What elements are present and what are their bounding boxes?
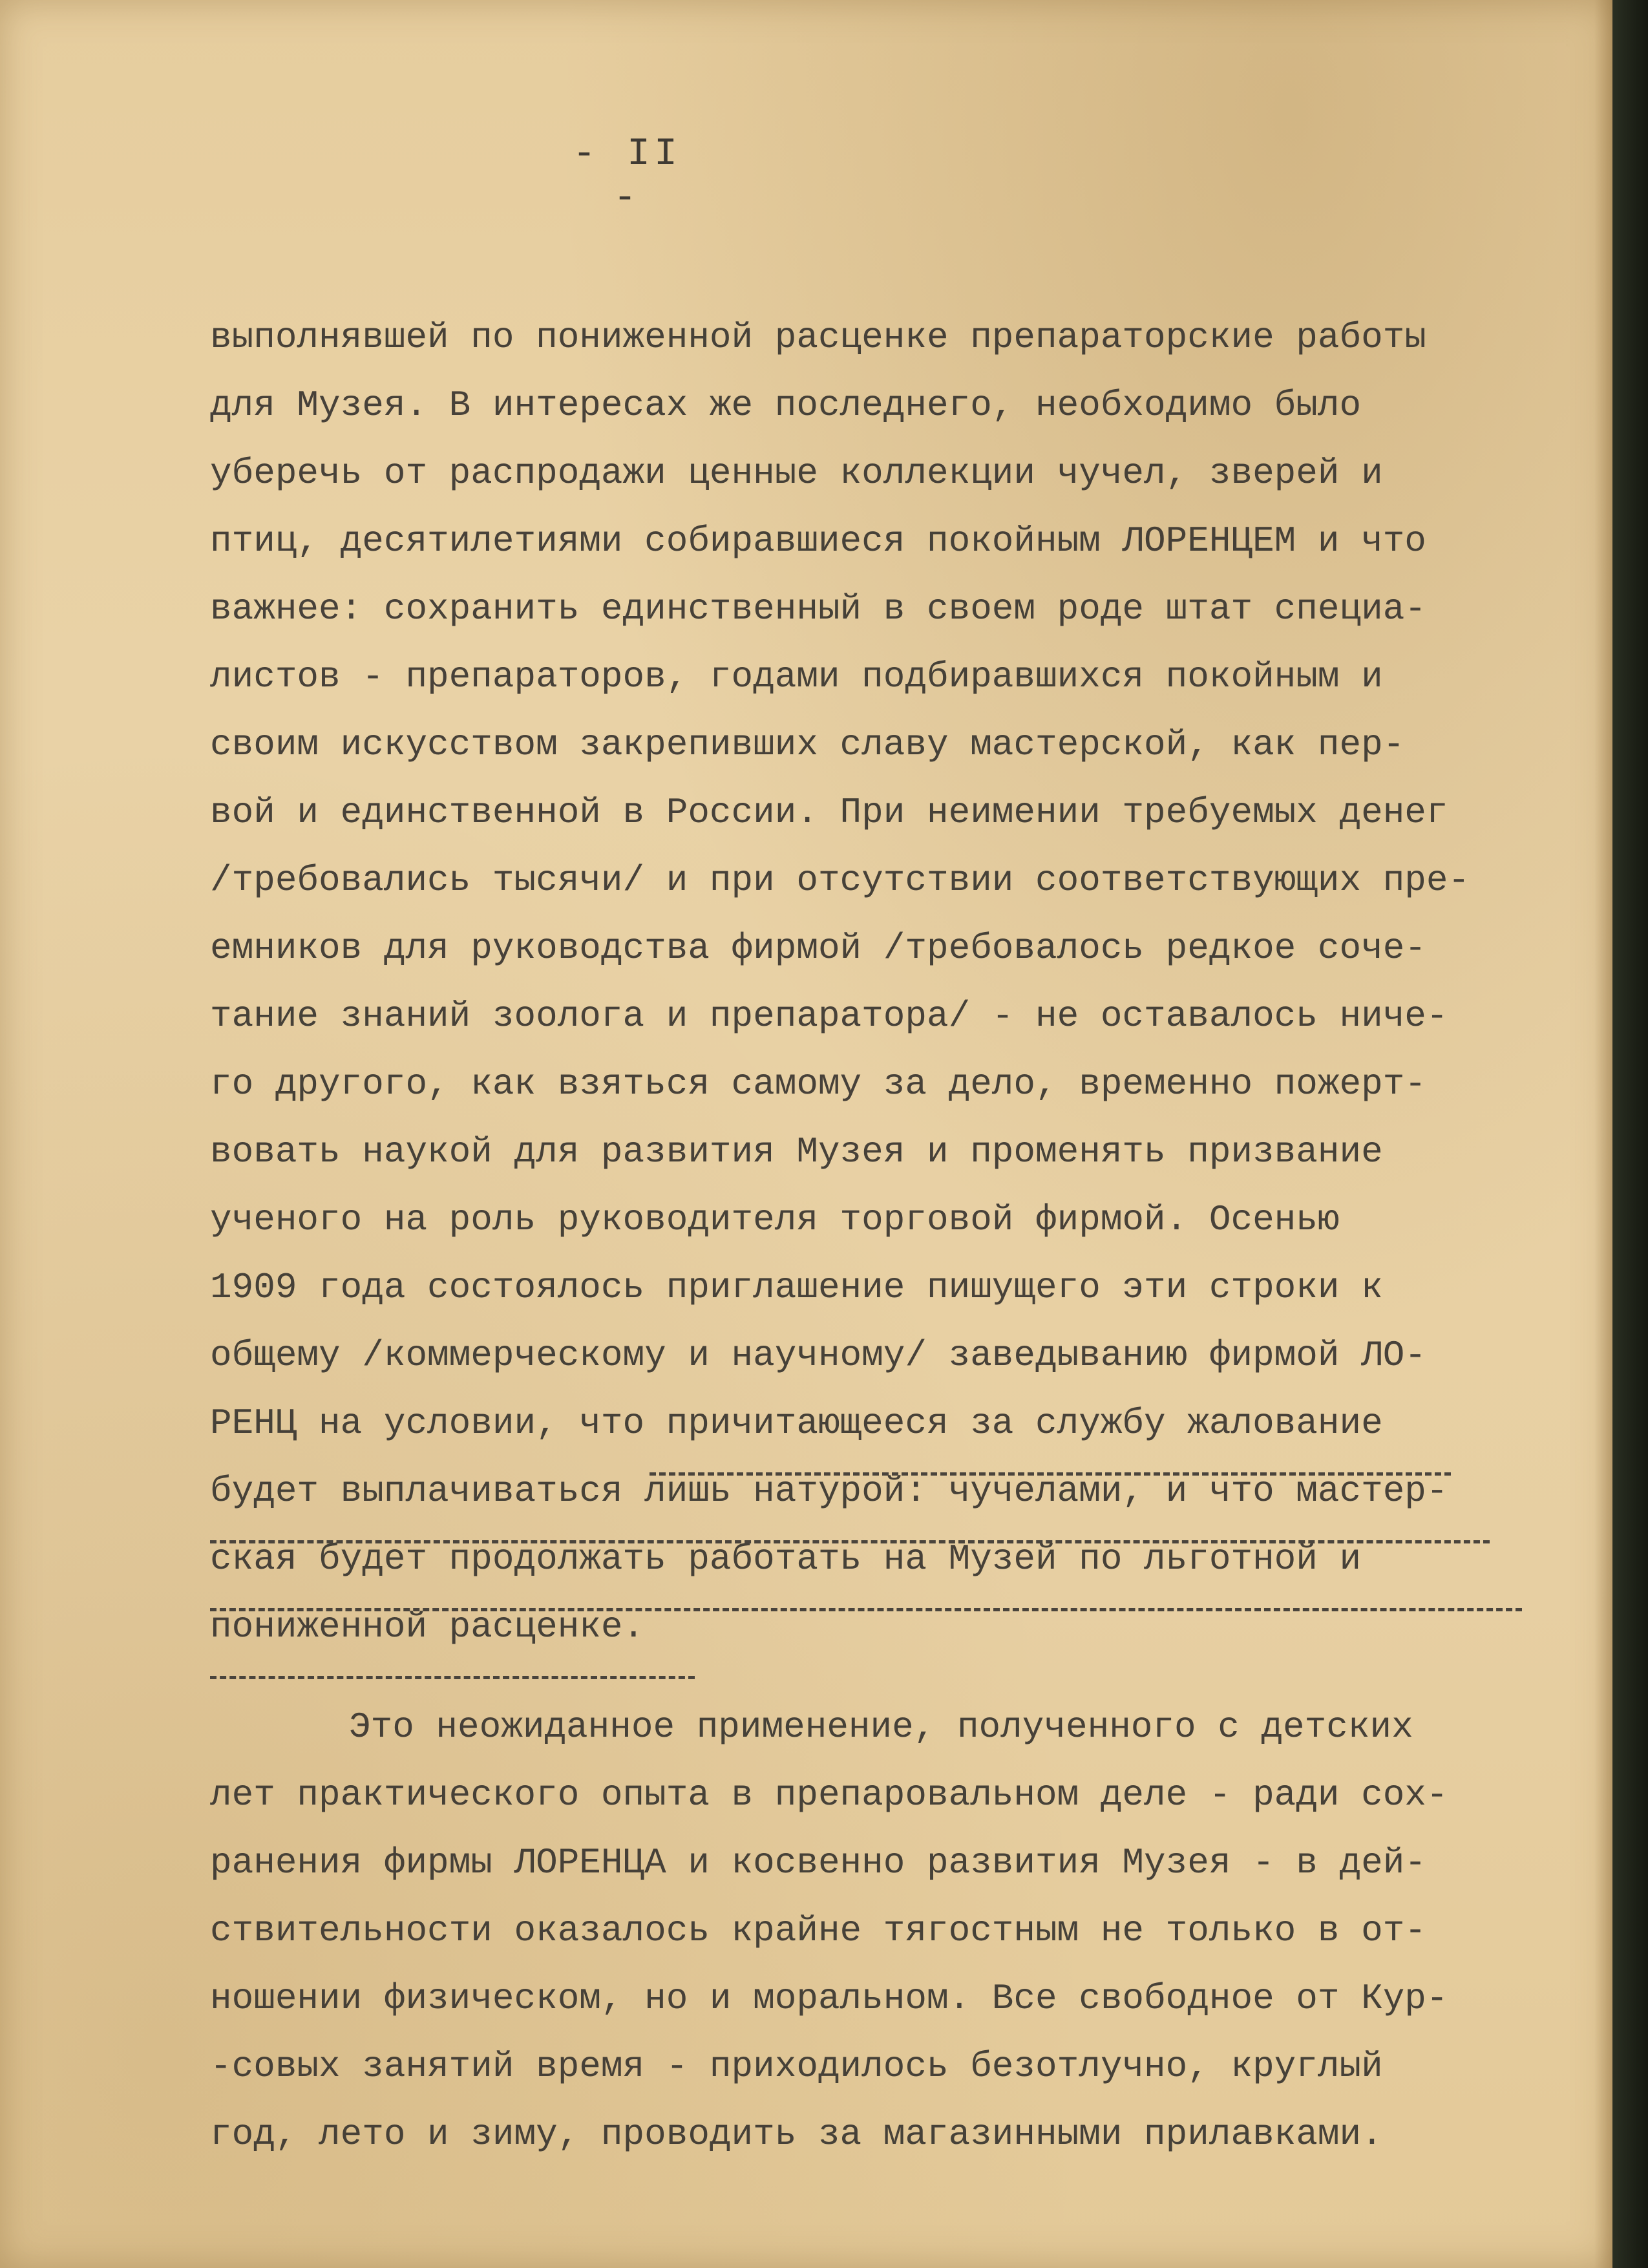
underline-mark <box>210 1608 1522 1611</box>
text-line: своим искусством закрепивших славу мастерской, как пер- <box>210 724 1405 765</box>
paragraph-2 <box>210 1693 1535 2168</box>
background-edge <box>1609 0 1648 2268</box>
text-line: год, лето и зиму, проводить за магазинными прилавками. <box>210 2114 1383 2155</box>
text-line: -совых занятий время - приходилось безотлучно, круглый <box>210 2046 1383 2087</box>
underline-mark <box>210 1676 695 1679</box>
text-line: выполнявшей по пониженной расценке препараторские работы <box>210 317 1426 358</box>
text-line: /требовались тысячи/ и при отсутствии соответствующих пре- <box>210 860 1470 901</box>
page-number: - II - <box>572 132 682 220</box>
text-line: Это неожиданное применение, полученного с детских <box>349 1706 1413 1748</box>
paragraph-1 <box>210 304 1535 1661</box>
text-line: важнее: сохранить единственный в своем роде штат специа- <box>210 588 1426 630</box>
text-line: ношении физическом, но и моральном. Все свободное от Кур- <box>210 1978 1448 2019</box>
text-line: ствительности оказалось крайне тягостным не только в от- <box>210 1910 1426 1951</box>
text-line: тание знаний зоолога и препаратора/ - не оставалось ниче- <box>210 995 1448 1037</box>
text-line: листов - препараторов, годами подбиравшихся покойным и <box>210 656 1383 697</box>
text-line: для Музея. В интересах же последнего, необходимо было <box>210 385 1362 426</box>
text-line: ученого на роль руководителя торговой фирмой. Осенью <box>210 1199 1340 1240</box>
text-line: ранения фирмы ЛОРЕНЦА и косвенно развития Музея - в дей- <box>210 1842 1426 1883</box>
text-line: пониженной расценке. <box>210 1606 645 1648</box>
paper-edge-shadow <box>1594 0 1612 2268</box>
text-line: РЕНЦ на условии, что причитающееся за службу жалование <box>210 1403 1383 1444</box>
text-line: вой и единственной в России. При неимении требуемых денег <box>210 792 1448 833</box>
text-line: вовать наукой для развития Музея и променять призвание <box>210 1131 1383 1172</box>
underline-mark <box>650 1472 1451 1476</box>
text-line: го другого, как взяться самому за дело, временно пожерт- <box>210 1063 1426 1105</box>
underline-mark <box>210 1540 1490 1543</box>
text-line: емников для руководства фирмой /требовалось редкое соче- <box>210 927 1426 969</box>
text-line: общему /коммерческому и научному/ заведыванию фирмой ЛО- <box>210 1335 1426 1376</box>
text-line: птиц, десятилетиями собиравшиеся покойным ЛОРЕНЦЕМ и что <box>210 520 1426 562</box>
text-line: будет выплачиваться лишь натурой: чучелами, и что мастер- <box>210 1470 1448 1512</box>
text-line: 1909 года состоялось приглашение пишущего эти строки к <box>210 1267 1383 1308</box>
text-line: уберечь от распродажи ценные коллекции чучел, зверей и <box>210 452 1383 494</box>
text-line: лет практического опыта в препаровальном деле - ради сох- <box>210 1774 1448 1816</box>
body-text <box>210 304 1535 2168</box>
text-line: ская будет продолжать работать на Музей по льготной и <box>210 1538 1362 1580</box>
